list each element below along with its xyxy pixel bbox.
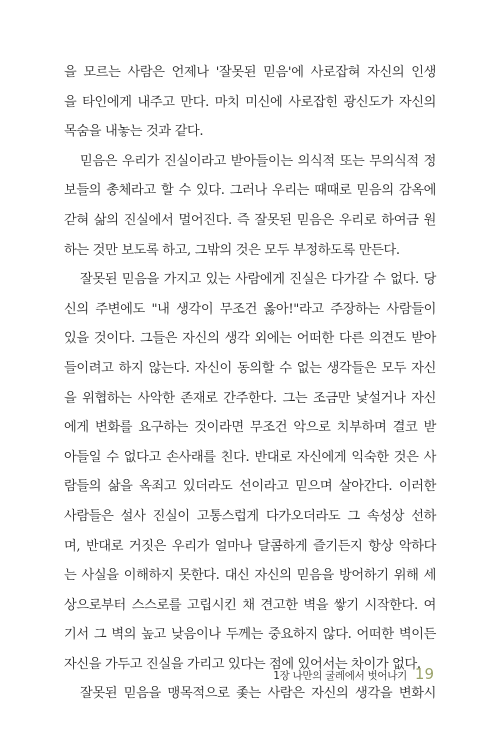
text-line: 상으로부터 스스로를 고립시킨 채 견고한 벽을 쌓기 시작한다. 여 (64, 597, 436, 613)
text-line: 있을 것이다. 그들은 자신의 생각 외에는 어떠한 다른 의견도 받아 (64, 331, 436, 347)
body-text (64, 58, 436, 709)
text-line: 을 모르는 사람은 언제나 '잘못된 믿음'에 사로잡혀 자신의 인생 (64, 65, 436, 80)
running-head: 1장 나만의 굴레에서 벗어나기 (273, 670, 407, 682)
page-number: 19 (414, 665, 434, 683)
text-line: 갇혀 삶의 진실에서 멀어진다. 즉 잘못된 믿음은 우리로 하여금 원 (64, 212, 436, 228)
text-line: 며, 반대로 거짓은 우리가 얼마나 달콤하게 즐기든지 항상 악하다 (64, 538, 436, 554)
text-line: 는 사실을 이해하지 못한다. 대신 자신의 믿음을 방어하기 위해 세 (64, 568, 436, 584)
text-line: 보들의 총체라고 할 수 있다. 그러나 우리는 때때로 믿음의 감옥에 (64, 183, 436, 199)
paragraph-first-line: 잘못된 믿음을 맹목적으로 좇는 사람은 자신의 생각을 변화시 (80, 686, 436, 702)
text-line: 사람들은 설사 진실이 고통스럽게 다가오더라도 그 속성상 선하 (64, 508, 436, 524)
text-line: 아들일 수 없다고 손사래를 친다. 반대로 자신에게 익숙한 것은 사 (64, 449, 436, 465)
text-line: 하는 것만 보도록 하고, 그밖의 것은 모두 부정하도록 만든다. (64, 242, 400, 258)
text-line: 들이려고 하지 않는다. 자신이 동의할 수 없는 생각들은 모두 자신 (64, 360, 436, 376)
text-line: 을 위협하는 사악한 존재로 간주한다. 그는 조금만 낯설거나 자신 (64, 390, 436, 406)
text-line: 기서 그 벽의 높고 낮음이나 두께는 중요하지 않다. 어떠한 벽이든 (64, 627, 436, 643)
text-line: 에게 변화를 요구하는 것이라면 무조건 악으로 치부하며 결코 받 (64, 420, 436, 436)
text-line: 을 타인에게 내주고 만다. 마치 미신에 사로잡힌 광신도가 자신의 (64, 94, 436, 110)
text-line: 람들의 삶을 옥죄고 있더라도 선이라고 믿으며 살아간다. 이러한 (64, 479, 436, 495)
text-line: 신의 주변에도 "내 생각이 무조건 옳아!"라고 주장하는 사람들이 (64, 301, 436, 317)
text-line: 자신을 가두고 진실을 가리고 있다는 점에 있어서는 차이가 없다. (64, 656, 421, 672)
text-line: 목숨을 내놓는 것과 같다. (64, 124, 204, 140)
page-footer (273, 665, 434, 689)
paragraph-first-line: 믿음은 우리가 진실이라고 받아들이는 의식적 또는 무의식적 정 (80, 153, 436, 169)
paragraph-first-line: 잘못된 믿음을 가지고 있는 사람에게 진실은 다가갈 수 없다. 당 (80, 272, 436, 288)
